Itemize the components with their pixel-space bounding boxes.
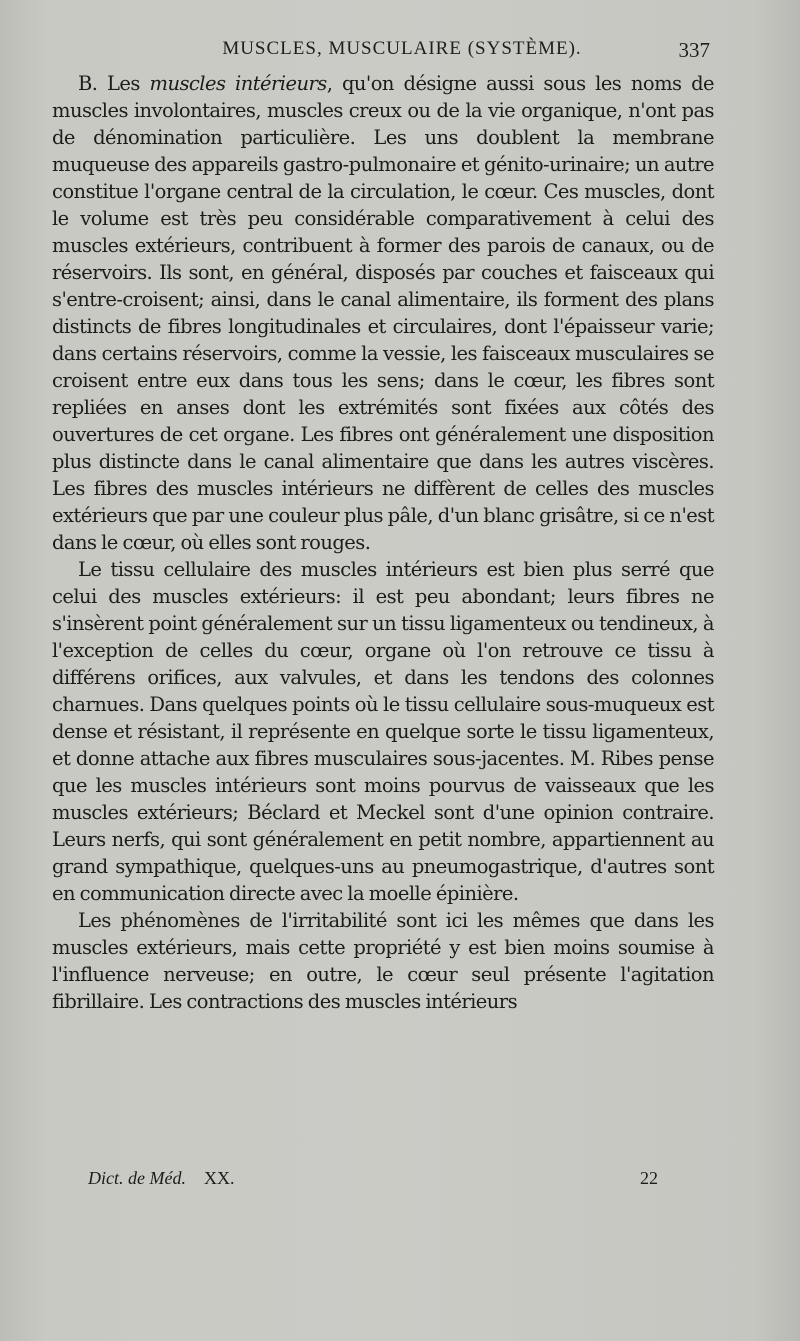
paragraph-1-italic-term: muscles intérieurs — [149, 72, 327, 95]
paragraph-3: Les phénomènes de l'irritabilité sont ici les mêmes que dans les muscles extérieurs, mais cette propriété y est bien moins soumise à l'influence nerveuse; en outre, le cœur seul présente l'agitation fibrillaire. Les contractions des muscles intérieurs — [52, 909, 714, 1013]
paragraph-1 — [52, 70, 714, 556]
body-text — [52, 70, 714, 1015]
running-title: MUSCLES, MUSCULAIRE (SYSTÈME). — [222, 38, 582, 59]
footer-volume: XX. — [203, 1168, 235, 1188]
page-number: 337 — [678, 38, 710, 62]
page-footer — [88, 1168, 658, 1196]
paragraph-2: Le tissu cellulaire des muscles intérieurs est bien plus serré que celui des muscles extérieurs: il est peu abondant; leurs fibres ne s'insèrent point généralement sur un tissu ligamenteux ou tendineux, à l'exception de celles du cœur, organe où l'on retrouve ce tissu à différens orifices, aux valvules, et dans les tendons des colonnes charnues. Dans quelques points où le tissu cellulaire sous-muqueux est dense et résistant, il représente en quelque sorte le tissu ligamenteux, et donne attache aux fibres musculaires sous-jacentes. M. Ribes pense que les muscles intérieurs sont moins pourvus de vaisseaux que les muscles extérieurs; Béclard et Meckel sont d'une opinion contraire. Leurs nerfs, qui sont généralement en petit nombre, appartiennent au grand sympathique, quelques-uns au pneumogastrique, d'autres sont en communication directe avec la moelle épinière. — [52, 558, 714, 905]
footer-dictionary-title: Dict. de Méd. — [88, 1168, 186, 1188]
footer-signature: 22 — [640, 1168, 658, 1188]
paragraph-1-lead: B. Les — [78, 72, 150, 95]
page-header — [52, 38, 712, 68]
paragraph-1-rest: , qu'on désigne aussi sous les noms de muscles involontaires, muscles creux ou de la vie organique, n'ont pas de dénomination particulière. Les uns doublent la membrane muqueuse des appareils gastro-pulmonaire et génito-urinaire; un autre constitue l'organe central de la circulation, le cœur. Ces muscles, dont le volume est très peu considérable comparativement à celui des muscles extérieurs, contribuent à former des parois de canaux, ou de réservoirs. Ils sont, en général, disposés par couches et faisceaux qui s'entre-croisent; ainsi, dans le canal alimentaire, ils forment des plans distincts de fibres longitudinales et circulaires, dont l'épaisseur varie; dans certains réservoirs, comme la vessie, les faisceaux musculaires se croisent entre eux dans tous les sens; dans le cœur, les fibres sont repliées en anses dont les extrémités sont fixées aux côtés des ouvertures de cet organe. Les fibres ont généralement une disposition plus distincte dans le canal alimentaire que dans les autres viscères. Les fibres des muscles intérieurs ne diffèrent de celles des muscles extérieurs que par une couleur plus pâle, d'un blanc grisâtre, si ce n'est dans le cœur, où elles sont rouges. — [52, 72, 715, 554]
